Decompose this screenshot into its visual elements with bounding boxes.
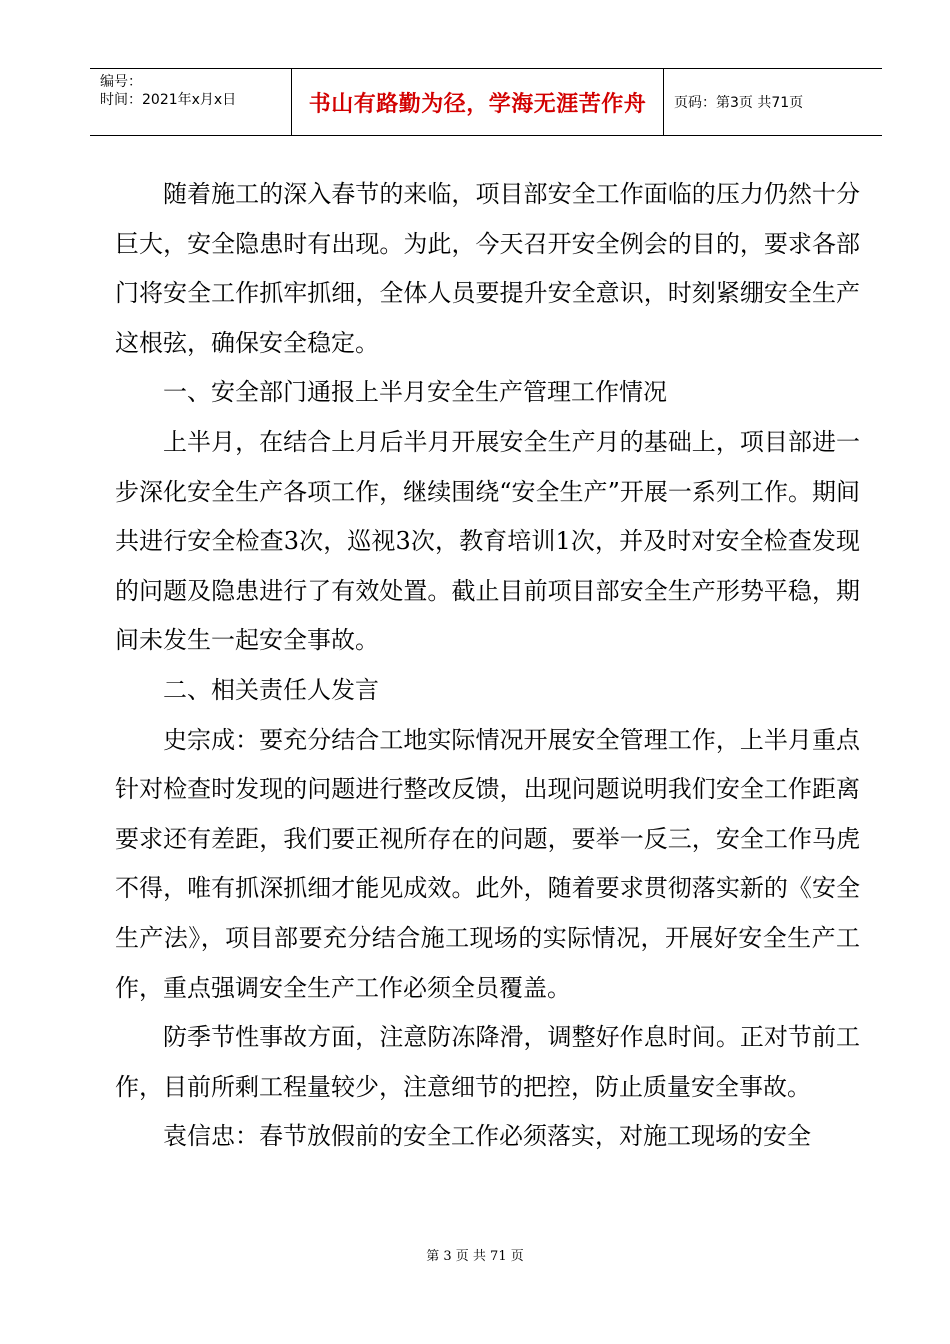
section-heading-1: 一、安全部门通报上半月安全生产管理工作情况	[163, 378, 667, 407]
paragraph-speech-shi: 史宗成：要充分结合工地实际情况开展安全管理工作，上半月重点针对检查时发现的问题进行整改反馈，出现问题说明我们安全工作距离要求还有差距，我们要正视所存在的问题，要举一反三，安全工作马虎不得，唯有抓深抓细才能见成效。此外，随着要求贯彻落实新的《安全生产法》，项目部要充分结合施工现场的实际情况，开展好安全生产工作，重点强调安全生产工作必须全员覆盖。	[115, 725, 860, 1002]
document-time-label: 时间：2021年x月x日	[100, 92, 237, 108]
paragraph-intro: 随着施工的深入春节的来临，项目部安全工作面临的压力仍然十分巨大，安全隐患时有出现。为此，今天召开安全例会的目的，要求各部门将安全工作抓牢抓细，全体人员要提升安全意识，时刻紧绷安全生产这根弦，确保安全稳定。	[115, 180, 860, 357]
page-footer: 第 3 页 共 71 页	[426, 1249, 524, 1264]
document-number-label: 编号：	[100, 74, 142, 90]
header-page-info: 页码：第3页 共71页	[674, 95, 804, 111]
header-slogan: 书山有路勤为径，学海无涯苦作舟	[292, 69, 664, 135]
page-header	[90, 68, 882, 136]
section-heading-2: 二、相关责任人发言	[163, 675, 379, 704]
paragraph-seasonal: 防季节性事故方面，注意防冻降滑，调整好作息时间。正对节前工作，目前所剩工程量较少，注意细节的把控，防止质量安全事故。	[115, 1023, 860, 1101]
paragraph-section-1: 上半月，在结合上月后半月开展安全生产月的基础上，项目部进一步深化安全生产各项工作，继续围绕“安全生产”开展一系列工作。期间共进行安全检查3次，巡视3次，教育培训1次，并及时对安全检查发现的问题及隐患进行了有效处置。截止目前项目部安全生产形势平稳，期间未发生一起安全事故。	[115, 427, 860, 655]
header-meta	[90, 69, 292, 135]
paragraph-speech-yuan: 袁信忠：春节放假前的安全工作必须落实，对施工现场的安全	[163, 1122, 811, 1151]
document-body	[115, 170, 860, 1162]
